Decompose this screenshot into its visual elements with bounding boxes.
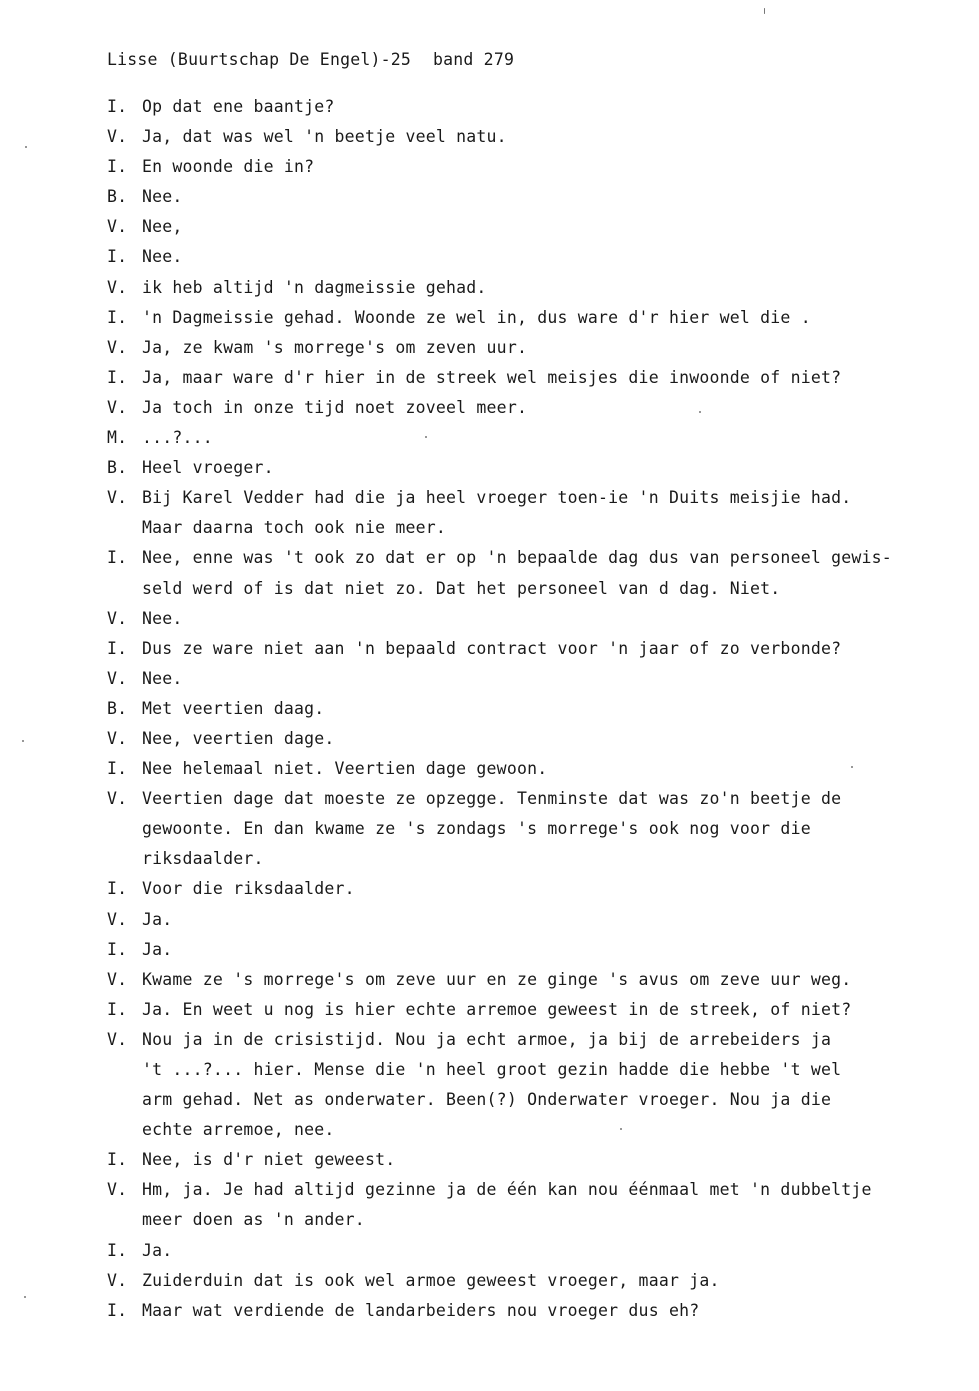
line-text: riksdaalder. [142, 849, 264, 869]
line-text: Nee. [142, 668, 183, 688]
line-text: Ja toch in onze tijd noet zoveel meer. [142, 397, 528, 417]
scan-speck [25, 146, 27, 148]
line-text: Nee. [142, 247, 183, 267]
transcript-line [107, 1025, 967, 1055]
line-text: Bij Karel Vedder had die ja heel vroeger toen-ie 'n Duits meisjie had. [142, 488, 852, 508]
line-text: Nee. [142, 187, 183, 207]
line-text: arm gehad. Net as onderwater. Been(?) Onderwater vroeger. Nou ja die [142, 1090, 832, 1110]
header-title: Lisse (Buurtschap De Engel)-25 [107, 50, 412, 69]
speaker-label: V. [107, 608, 128, 628]
transcript-line [107, 363, 967, 393]
transcript-lines [107, 92, 967, 1326]
transcript-line [107, 152, 967, 182]
line-text: Nee helemaal niet. Veertien dage gewoon. [142, 759, 548, 779]
line-text: Kwame ze 's morrege's om zeve uur en ze ginge 's avus om zeve uur weg. [142, 969, 852, 989]
scan-speck [620, 1128, 622, 1130]
line-text: echte arremoe, nee. [142, 1120, 335, 1140]
speaker-label: I. [107, 548, 128, 568]
transcript-line [107, 273, 967, 303]
speaker-label: I. [107, 759, 128, 779]
line-text: Nee, is d'r niet geweest. [142, 1150, 396, 1170]
line-text: Maar wat verdiende de landarbeiders nou vroeger dus eh? [142, 1300, 700, 1320]
line-text: Ja. [142, 909, 173, 929]
speaker-label: V. [107, 728, 128, 748]
line-text: Nou ja in de crisistijd. Nou ja echt armoe, ja bij de arrebeiders ja [142, 1029, 832, 1049]
speaker-label: I. [107, 367, 128, 387]
transcript-line [107, 905, 967, 935]
transcript-line [107, 634, 967, 664]
speaker-label: B. [107, 187, 128, 207]
speaker-label: I. [107, 1300, 128, 1320]
transcript-line [107, 604, 967, 634]
transcript-line [107, 393, 967, 423]
speaker-label: M. [107, 428, 128, 448]
speaker-label: V. [107, 1029, 128, 1049]
transcript-line [107, 543, 967, 573]
transcript-line [107, 995, 967, 1025]
line-text: Nee. [142, 608, 183, 628]
transcript-line [107, 784, 967, 814]
transcript-line [107, 303, 967, 333]
transcript-line [107, 242, 967, 272]
speaker-label: V. [107, 277, 128, 297]
speaker-label: V. [107, 488, 128, 508]
line-text: Nee, [142, 217, 183, 237]
scan-speck [425, 436, 427, 438]
header-band: band 279 [433, 50, 515, 69]
speaker-label: I. [107, 939, 128, 959]
line-text: Maar daarna toch ook nie meer. [142, 518, 447, 538]
line-text: Hm, ja. Je had altijd gezinne ja de één kan nou éénmaal met 'n dubbeltje [142, 1180, 872, 1200]
scan-speck [851, 766, 853, 768]
transcript-continuation-line [107, 844, 967, 874]
line-text: Zuiderduin dat is ook wel armoe geweest vroeger, maar ja. [142, 1270, 720, 1290]
transcript-continuation-line [107, 1055, 967, 1085]
scan-speck [24, 1296, 26, 1298]
transcript-line [107, 1296, 967, 1326]
transcript-continuation-line [107, 1205, 967, 1235]
line-text: Met veertien daag. [142, 698, 325, 718]
transcript-line [107, 1175, 967, 1205]
transcript-continuation-line [107, 814, 967, 844]
transcript-line [107, 724, 967, 754]
speaker-label: V. [107, 1270, 128, 1290]
speaker-label: I. [107, 307, 128, 327]
transcript-line [107, 874, 967, 904]
line-text: Veertien dage dat moeste ze opzegge. Tenminste dat was zo'n beetje de [142, 789, 842, 809]
speaker-label: B. [107, 458, 128, 478]
transcript-continuation-line [107, 1115, 967, 1145]
speaker-label: I. [107, 1150, 128, 1170]
speaker-label: V. [107, 1180, 128, 1200]
speaker-label: I. [107, 879, 128, 899]
line-text: Heel vroeger. [142, 458, 274, 478]
transcript-line [107, 664, 967, 694]
transcript-line [107, 423, 967, 453]
speaker-label: V. [107, 397, 128, 417]
speaker-label: I. [107, 1240, 128, 1260]
line-text: 'n Dagmeissie gehad. Woonde ze wel in, dus ware d'r hier wel die . [142, 307, 811, 327]
speaker-label: V. [107, 969, 128, 989]
scan-speck [764, 8, 765, 14]
transcript-line [107, 1236, 967, 1266]
speaker-label: V. [107, 909, 128, 929]
transcript-continuation-line [107, 513, 967, 543]
line-text: Ja. [142, 1240, 173, 1260]
page-header [107, 50, 514, 69]
transcript-line [107, 122, 967, 152]
line-text: gewoonte. En dan kwame ze 's zondags 's morrege's ook nog voor die [142, 819, 811, 839]
scan-speck [22, 740, 24, 742]
transcript-line [107, 483, 967, 513]
line-text: Op dat ene baantje? [142, 97, 335, 116]
transcript-continuation-line [107, 574, 967, 604]
speaker-label: I. [107, 247, 128, 267]
transcript-line [107, 182, 967, 212]
line-text: Nee, veertien dage. [142, 728, 335, 748]
transcript-line [107, 754, 967, 784]
line-text: Dus ze ware niet aan 'n bepaald contract voor 'n jaar of zo verbonde? [142, 638, 842, 658]
transcript-line [107, 1266, 967, 1296]
line-text: 't ...?... hier. Mense die 'n heel groot gezin hadde die hebbe 't wel [142, 1060, 842, 1079]
speaker-label: V. [107, 668, 128, 688]
speaker-label: I. [107, 999, 128, 1019]
line-text: ik heb altijd 'n dagmeissie gehad. [142, 277, 487, 297]
speaker-label: I. [107, 97, 128, 116]
line-text: Ja, ze kwam 's morrege's om zeven uur. [142, 337, 528, 357]
line-text: ...?... [142, 428, 213, 448]
transcript-line [107, 694, 967, 724]
line-text: Voor die riksdaalder. [142, 879, 355, 899]
transcript-continuation-line [107, 1085, 967, 1115]
transcript-line [107, 935, 967, 965]
transcript-line [107, 212, 967, 242]
speaker-label: V. [107, 789, 128, 809]
line-text: seld werd of is dat niet zo. Dat het personeel van d dag. Niet. [142, 578, 781, 598]
line-text: Ja, dat was wel 'n beetje veel natu. [142, 127, 507, 147]
line-text: Nee, enne was 't ook zo dat er op 'n bepaalde dag dus van personeel gewis- [142, 548, 892, 568]
speaker-label: B. [107, 698, 128, 718]
transcript-line [107, 1145, 967, 1175]
line-text: En woonde die in? [142, 157, 315, 177]
scan-speck [699, 411, 701, 413]
transcript-line [107, 453, 967, 483]
line-text: Ja. [142, 939, 173, 959]
transcript-line [107, 965, 967, 995]
line-text: meer doen as 'n ander. [142, 1210, 365, 1230]
speaker-label: V. [107, 217, 128, 237]
line-text: Ja. En weet u nog is hier echte arremoe geweest in de streek, of niet? [142, 999, 852, 1019]
speaker-label: V. [107, 127, 128, 147]
transcript-line [107, 92, 967, 122]
speaker-label: I. [107, 157, 128, 177]
speaker-label: I. [107, 638, 128, 658]
line-text: Ja, maar ware d'r hier in de streek wel meisjes die inwoonde of niet? [142, 367, 842, 387]
speaker-label: V. [107, 337, 128, 357]
transcript-line [107, 333, 967, 363]
